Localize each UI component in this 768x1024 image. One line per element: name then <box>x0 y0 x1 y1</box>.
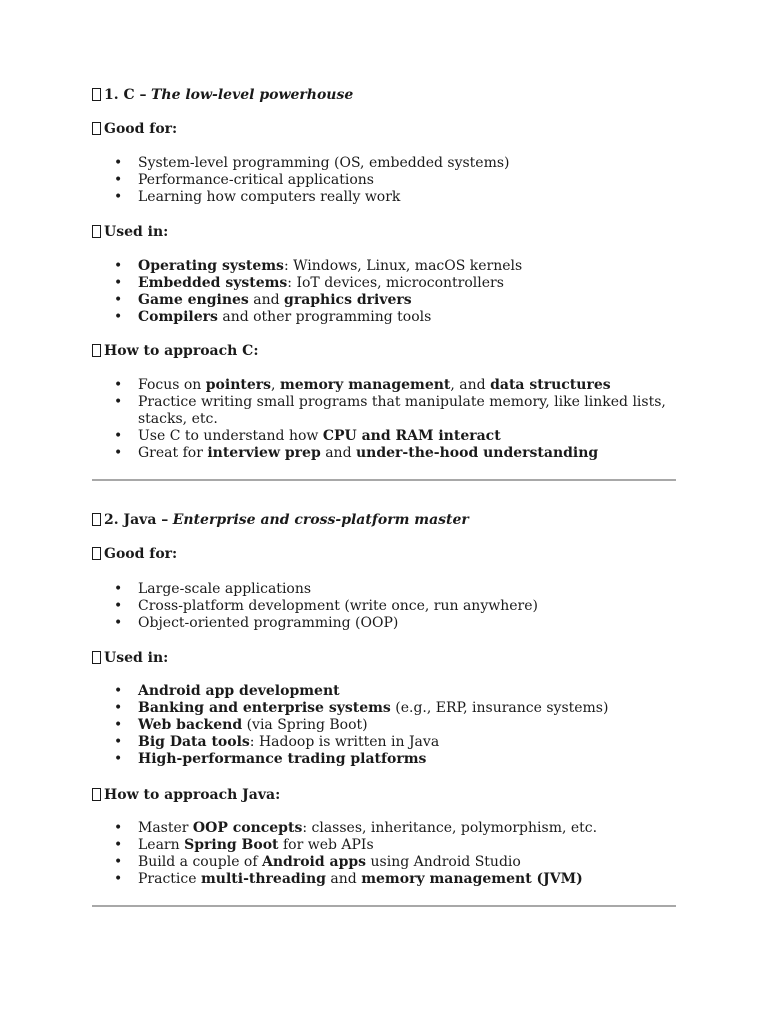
list-item-bold-text: OOP concepts <box>192 820 303 836</box>
list-item-bold-text: data structures <box>490 377 611 393</box>
missing-glyph-icon <box>92 225 101 238</box>
list-item <box>92 155 678 172</box>
list-item-bold-text: pointers <box>205 377 272 393</box>
section-c-approach-heading: How to approach C: <box>92 343 259 360</box>
section-c-approach-list <box>92 377 678 462</box>
list-item <box>92 700 678 717</box>
list-item-text: and <box>248 292 285 308</box>
section-java-good-for-list <box>92 581 678 632</box>
list-item-bold-text: multi-threading <box>200 871 326 887</box>
section-java-title <box>92 512 469 529</box>
list-item-text: Practice writing small programs that manipulate memory, like linked lists, stacks, etc. <box>138 394 666 427</box>
section-c-subtitle: The low-level powerhouse <box>150 87 354 103</box>
list-item-text: Build a couple of <box>138 854 262 870</box>
list-item <box>92 854 678 871</box>
list-item-text: , <box>271 377 280 393</box>
list-item-bold-text: Spring Boot <box>184 837 279 853</box>
list-item <box>92 871 678 888</box>
list-item <box>92 683 678 700</box>
list-item-text: Learning how computers really work <box>138 189 401 205</box>
section-c-number: 1. C – <box>104 87 147 103</box>
list-item-text: Great for <box>138 445 208 461</box>
list-item <box>92 615 678 632</box>
list-item <box>92 275 678 292</box>
list-item-text: Focus on <box>138 377 206 393</box>
missing-glyph-icon <box>92 344 101 357</box>
list-item-text: Performance-critical applications <box>138 172 374 188</box>
list-item <box>92 734 678 751</box>
list-item-bold-text: Android app development <box>138 683 340 699</box>
list-item-bold-text: under-the-hood understanding <box>355 445 599 461</box>
list-item <box>92 394 678 428</box>
list-item-bold-text: Big Data tools <box>138 734 250 750</box>
list-item <box>92 581 678 598</box>
list-item <box>92 172 678 189</box>
list-item-text: Practice <box>138 871 201 887</box>
missing-glyph-icon <box>92 788 101 801</box>
list-item-bold-text: High-performance trading platforms <box>138 751 427 767</box>
list-item-text: and <box>320 445 356 461</box>
list-item <box>92 445 678 462</box>
list-item-text: : classes, inheritance, polymorphism, etc. <box>302 820 598 836</box>
list-item-text: using Android Studio <box>366 854 521 870</box>
list-item-bold-text: interview prep <box>207 445 321 461</box>
section-c-title <box>92 87 353 104</box>
list-item-bold-text: Operating systems <box>138 258 284 274</box>
missing-glyph-icon <box>92 547 101 560</box>
list-item-text: for web APIs <box>278 837 374 853</box>
missing-glyph-icon <box>92 651 101 664</box>
list-item-text: Cross-platform development (write once, run anywhere) <box>138 598 538 614</box>
section-java-approach-heading: How to approach Java: <box>92 787 280 804</box>
list-item <box>92 258 678 275</box>
list-item <box>92 428 678 445</box>
list-item-bold-text: Embedded systems <box>138 275 288 291</box>
list-item-text: Learn <box>138 837 185 853</box>
list-item-bold-text: Banking and enterprise systems <box>138 700 391 716</box>
list-item-bold-text: Game engines <box>138 292 249 308</box>
list-item-bold-text: graphics drivers <box>284 292 412 308</box>
list-item-text: Large-scale applications <box>138 581 312 597</box>
list-item <box>92 837 678 854</box>
section-c-good-for-heading: Good for: <box>92 121 177 138</box>
list-item-text: and other programming tools <box>217 309 432 325</box>
missing-glyph-icon <box>92 88 101 101</box>
list-item <box>92 189 678 206</box>
list-item-text: and <box>325 871 362 887</box>
list-item <box>92 292 678 309</box>
section-java-approach-list <box>92 820 678 888</box>
section-divider <box>92 905 676 907</box>
section-java-number: 2. Java – <box>104 512 169 528</box>
list-item <box>92 751 678 768</box>
list-item-bold-text: memory management <box>279 377 451 393</box>
list-item <box>92 309 678 326</box>
list-item-bold-text: Compilers <box>138 309 218 325</box>
missing-glyph-icon <box>92 513 101 526</box>
list-item-text: Object-oriented programming (OOP) <box>138 615 399 631</box>
section-java-subtitle: Enterprise and cross-platform master <box>172 512 469 528</box>
list-item-text: Use C to understand how <box>138 428 323 444</box>
list-item-text: Master <box>138 820 193 836</box>
list-item <box>92 377 678 394</box>
section-java-used-in-heading: Used in: <box>92 650 168 667</box>
missing-glyph-icon <box>92 122 101 135</box>
list-item <box>92 598 678 615</box>
section-c-good-for-list <box>92 155 678 206</box>
list-item-text: (via Spring Boot) <box>242 717 368 733</box>
list-item-text: : Hadoop is written in Java <box>249 734 440 750</box>
list-item-bold-text: Web backend <box>138 717 243 733</box>
section-divider <box>92 479 676 481</box>
section-java-good-for-heading: Good for: <box>92 546 177 563</box>
list-item-bold-text: Android apps <box>262 854 367 870</box>
list-item-bold-text: memory management (JVM) <box>361 871 583 887</box>
list-item <box>92 820 678 837</box>
list-item-text: System-level programming (OS, embedded systems) <box>138 155 510 171</box>
section-c-used-in-list <box>92 258 678 326</box>
list-item-text: : Windows, Linux, macOS kernels <box>283 258 523 274</box>
section-java-used-in-list <box>92 683 678 768</box>
list-item-text: , and <box>450 377 491 393</box>
list-item-text: (e.g., ERP, insurance systems) <box>390 700 609 716</box>
section-c-used-in-heading: Used in: <box>92 224 168 241</box>
list-item-bold-text: CPU and RAM interact <box>322 428 501 444</box>
list-item <box>92 717 678 734</box>
list-item-text: : IoT devices, microcontrollers <box>287 275 504 291</box>
